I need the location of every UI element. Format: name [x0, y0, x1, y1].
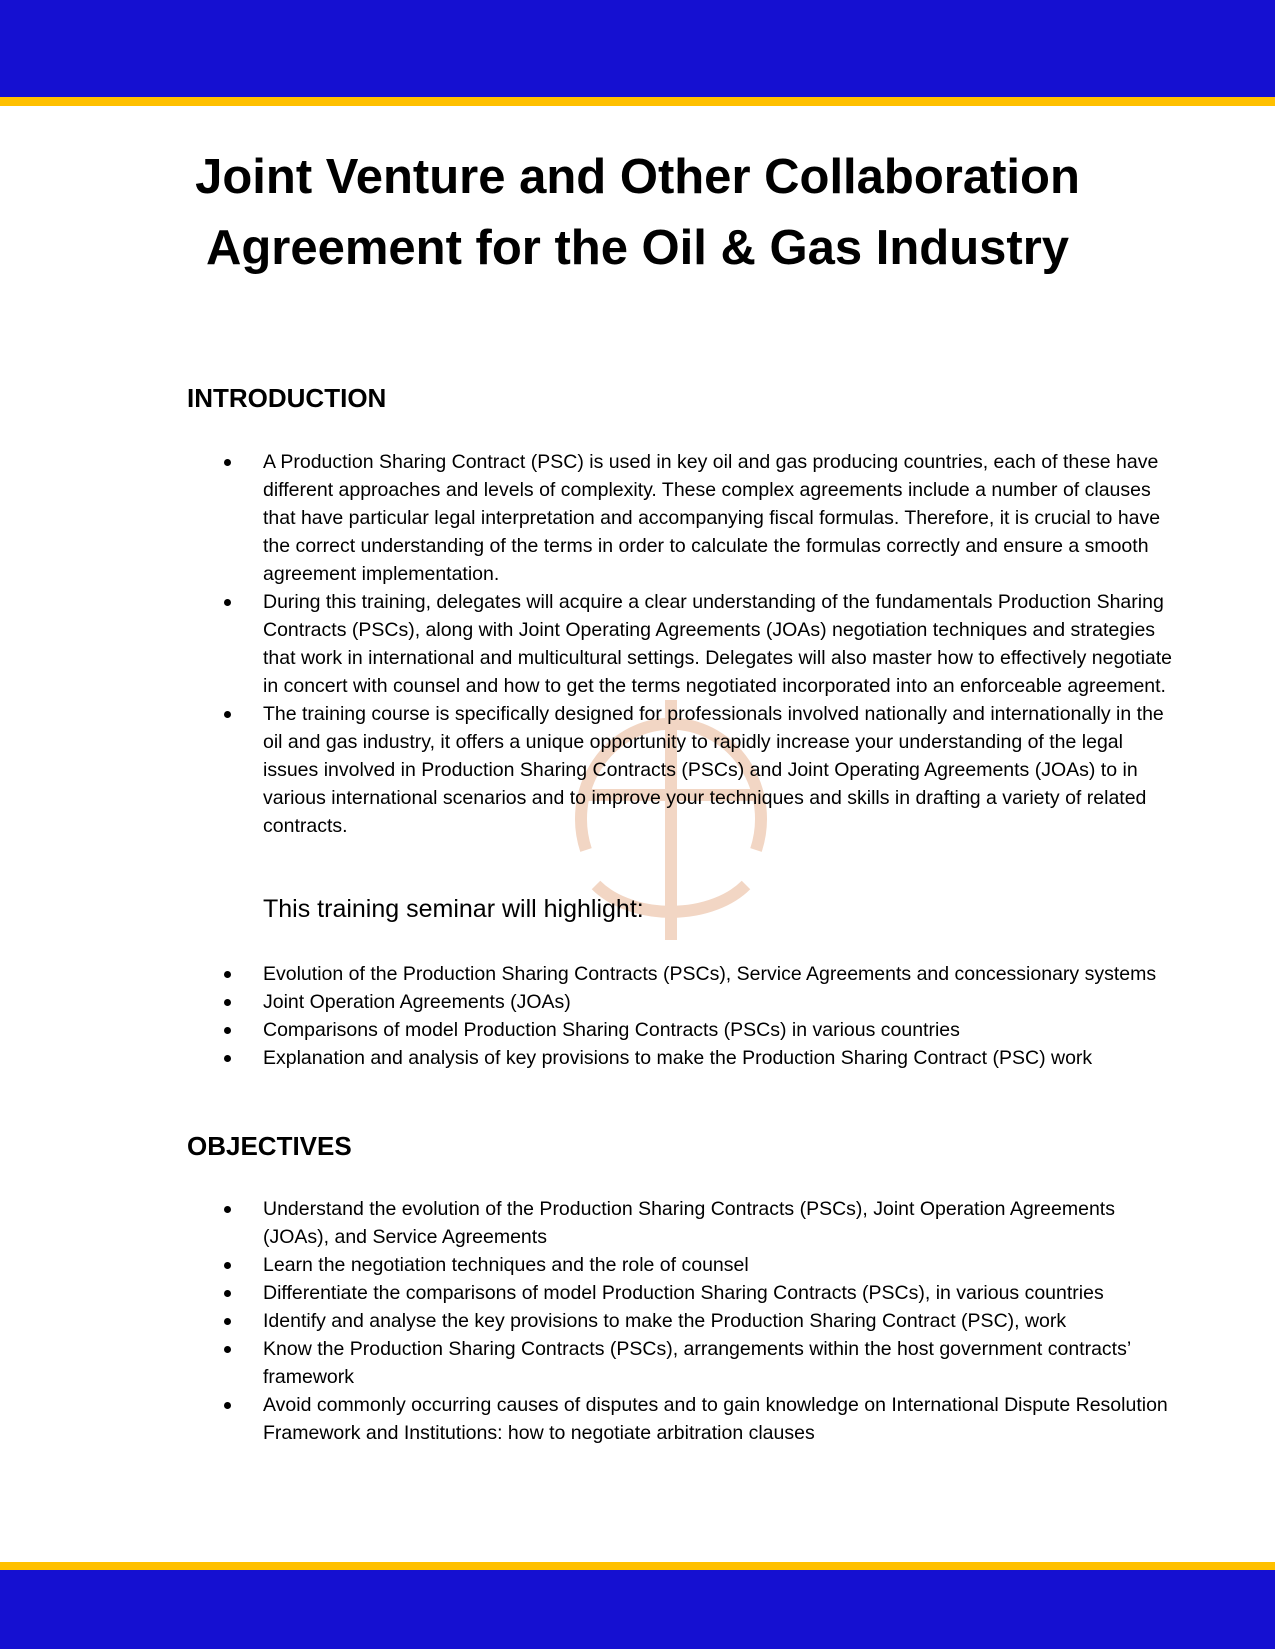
list-item: [0, 448, 1173, 588]
footer-band: [0, 1570, 1275, 1649]
bullet-icon: [224, 1346, 231, 1353]
bullet-icon: [224, 1290, 231, 1297]
bullet-icon: [224, 459, 231, 466]
introduction-heading: INTRODUCTION: [187, 383, 387, 413]
list-item-text: During this training, delegates will acquire a clear understanding of the fundamentals Production Sharing Contracts (PSCs), along with Joint Operating Agreements (JOAs) negotiation techniques and strategies that work in international and multicultural settings. Delegates will also master how to effectively negotiate in concert with counsel and how to get the terms negotiated incorporated into an enforceable agreement.: [263, 591, 1173, 697]
list-item: [0, 1335, 1173, 1391]
document-title: [140, 142, 1135, 284]
list-item-text: Learn the negotiation techniques and the role of counsel: [263, 1254, 749, 1276]
list-item: [0, 1195, 1173, 1251]
bullet-icon: [224, 1055, 231, 1062]
header-accent-stripe: [0, 97, 1275, 106]
list-item: [0, 1251, 1173, 1279]
highlights-list: [0, 960, 1275, 1072]
list-item: [0, 1391, 1173, 1447]
bullet-icon: [224, 711, 231, 718]
bullet-icon: [224, 599, 231, 606]
bullet-icon: [224, 1206, 231, 1213]
footer-accent-stripe: [0, 1562, 1275, 1570]
list-item: [0, 588, 1173, 700]
list-item-text: Differentiate the comparisons of model Production Sharing Contracts (PSCs), in various countries: [263, 1282, 1104, 1304]
header-band: [0, 0, 1275, 97]
objectives-heading: OBJECTIVES: [187, 1131, 352, 1161]
list-item-text: Evolution of the Production Sharing Contracts (PSCs), Service Agreements and concessionary systems: [263, 963, 1157, 985]
list-item: [0, 1279, 1173, 1307]
objectives-list: [0, 1195, 1275, 1447]
bullet-icon: [224, 1262, 231, 1269]
bullet-icon: [224, 999, 231, 1006]
list-item: [0, 700, 1173, 840]
list-item: [0, 1307, 1173, 1335]
list-item: [0, 1044, 1173, 1072]
list-item: [0, 960, 1173, 988]
list-item-text: Understand the evolution of the Production Sharing Contracts (PSCs), Joint Operation Agreements (JOAs), and Service Agreements: [263, 1198, 1115, 1248]
list-item-text: Avoid commonly occurring causes of disputes and to gain knowledge on International Dispute Resolution Framework and Institutions: how to negotiate arbitration clauses: [263, 1394, 1168, 1444]
title-line-2: Agreement for the Oil & Gas Industry: [205, 221, 1070, 275]
list-item-text: The training course is specifically designed for professionals involved nationally and internationally in the oil and gas industry, it offers a unique opportunity to rapidly increase your understanding of the legal issues involved in Production Sharing Contracts (PSCs) and Joint Operating Agreements (JOAs) to in various international scenarios and to improve your techniques and skills in drafting a variety of related contracts.: [263, 703, 1164, 837]
list-item-text: Identify and analyse the key provisions to make the Production Sharing Contract (PSC), work: [263, 1310, 1067, 1332]
highlight-lead: This training seminar will highlight:: [263, 895, 644, 923]
list-item-text: A Production Sharing Contract (PSC) is used in key oil and gas producing countries, each of these have different approaches and levels of complexity. These complex agreements include a number of clauses that have particular legal interpretation and accompanying fiscal formulas. Therefore, it is crucial to have the correct understanding of the terms in order to calculate the formulas correctly and ensure a smooth agreement implementation.: [263, 451, 1161, 585]
list-item-text: Joint Operation Agreements (JOAs): [263, 991, 571, 1013]
title-line-1: Joint Venture and Other Collaboration: [195, 150, 1080, 204]
list-item-text: Comparisons of model Production Sharing Contracts (PSCs) in various countries: [263, 1019, 960, 1041]
bullet-icon: [224, 971, 231, 978]
list-item: [0, 1016, 1173, 1044]
bullet-icon: [224, 1027, 231, 1034]
list-item: [0, 988, 1173, 1016]
list-item-text: Know the Production Sharing Contracts (PSCs), arrangements within the host government contracts’ framework: [263, 1338, 1131, 1388]
bullet-icon: [224, 1318, 231, 1325]
list-item-text: Explanation and analysis of key provisions to make the Production Sharing Contract (PSC) work: [263, 1047, 1093, 1069]
bullet-icon: [224, 1402, 231, 1409]
introduction-list: [0, 448, 1275, 840]
